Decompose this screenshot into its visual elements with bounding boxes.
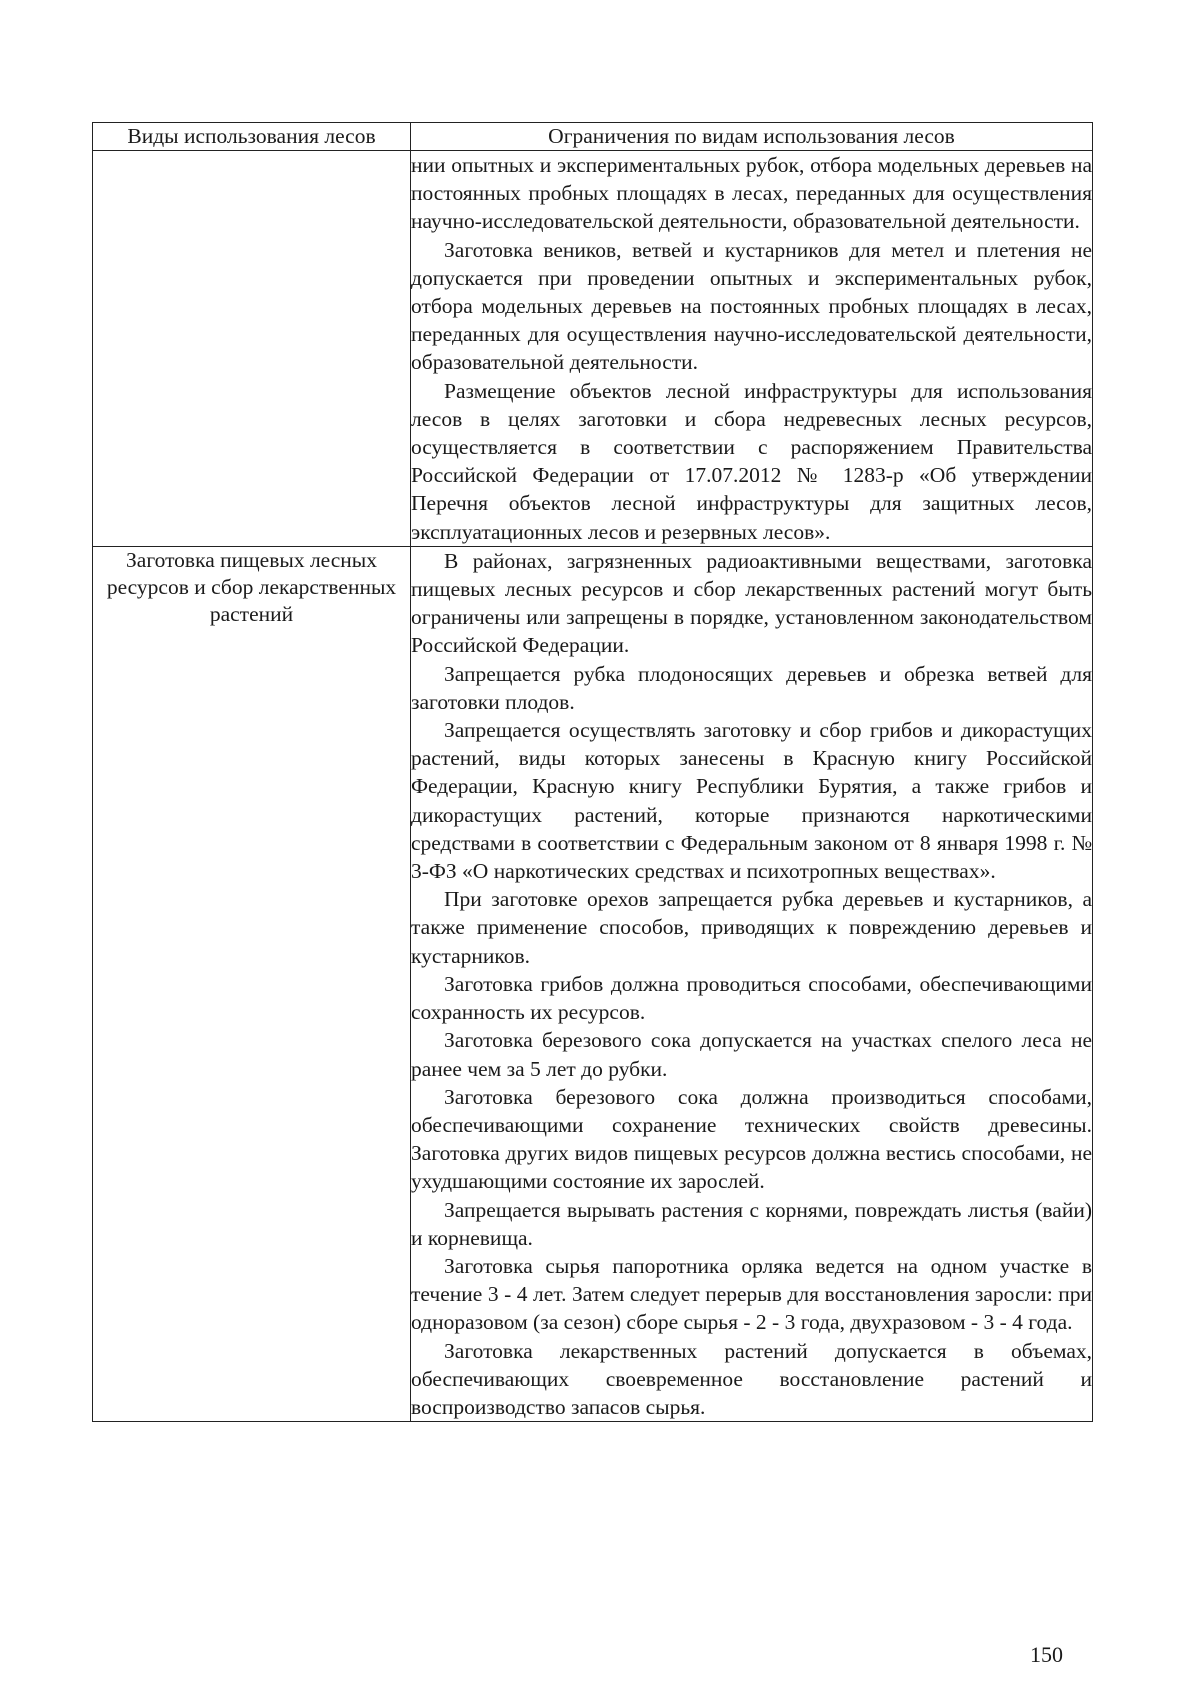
restriction-paragraph: Заготовка грибов должна проводиться способами, обеспечивающими сохранность их ресурсов. (411, 971, 1092, 1025)
restriction-paragraph: Заготовка березового сока допускается на участках спелого леса не ранее чем за 5 лет до рубки. (411, 1028, 1092, 1081)
restrictions-cell (411, 151, 1093, 547)
forest-use-type-cell (93, 151, 411, 547)
restriction-paragraph: Заготовка лекарственных растений допускается в объемах, обеспечивающих своевременное восстановление растений и воспроизводство запасов сырья. (411, 1338, 1092, 1419)
restriction-paragraph: Заготовка сырья папоротника орляка ведется на одном участке в течение 3 - 4 лет. Затем следует перерыв для восстановления заросли: при одноразовом (за сезон) сборе сырья - 2 - 3 года, двухразовом - 3 - 4 года. (411, 1253, 1092, 1335)
restriction-paragraph: Заготовка веников, ветвей и кустарников для метел и плетения не допускается при проведении опытных и экспериментальных рубок, отбора модельных деревьев на постоянных пробных площадях в лесах, переданных для осуществления научно-исследовательской деятельности, образовательной деятельности. (411, 237, 1092, 375)
page-number: 150 (1030, 1642, 1063, 1667)
restriction-paragraph: Размещение объектов лесной инфраструктуры для использования лесов в целях заготовки и сбора недревесных лесных ресурсов, осуществляется в соответствии с распоряжением Правительства Российской Федерации от 17.07.2012 № 1283-р «Об утверждении Перечня объектов лесной инфраструктуры для защитных лесов, эксплуатационных лесов и резервных лесов». (411, 378, 1092, 544)
forest-use-type-cell: Заготовка пищевых лесных ресурсов и сбор лекарственных растений (93, 546, 411, 1421)
forest-use-restrictions-table (92, 122, 1093, 1422)
restriction-paragraph: Запрещается рубка плодоносящих деревьев и обрезка ветвей для заготовки плодов. (411, 661, 1092, 714)
restriction-paragraph: нии опытных и экспериментальных рубок, отбора модельных деревьев на постоянных пробных площадях в лесах, переданных для осуществления научно-исследовательской деятельности, образовательной деятельности. (411, 153, 1092, 234)
table-row (93, 546, 1093, 1421)
restriction-paragraph: В районах, загрязненных радиоактивными веществами, заготовка пищевых лесных ресурсов и сбор лекарственных растений могут быть ограничены или запрещены в порядке, установленном законодательством Российской Федерации. (411, 548, 1092, 658)
table-row (93, 151, 1093, 547)
restriction-paragraph: Запрещается вырывать растения с корнями, повреждать листья (вайи) и корневища. (411, 1197, 1092, 1250)
table-header-row (93, 123, 1093, 151)
restriction-paragraph: Заготовка березового сока должна производиться способами, обеспечивающими сохранение технических свойств древесины. Заготовка других видов пищевых ресурсов должна вестись способами, не ухудшающими состояние их зарослей. (411, 1084, 1092, 1194)
header-forest-use-types: Виды использования лесов (93, 123, 411, 151)
restriction-paragraph: При заготовке орехов запрещается рубка деревьев и кустарников, а также применение способов, приводящих к повреждению деревьев и кустарников. (411, 887, 1092, 968)
restrictions-cell (411, 546, 1093, 1421)
header-restrictions: Ограничения по видам использования лесов (411, 123, 1093, 151)
restriction-paragraph: Запрещается осуществлять заготовку и сбор грибов и дикорастущих растений, виды которых занесены в Красную книгу Российской Федерации, Красную книгу Республики Бурятия, а также грибов и дикорастущих растений, которые признаются наркотическими средствами в соответствии с Федеральным законом от 8 января 1998 г. № 3-ФЗ «О наркотических средствах и психотропных веществах». (411, 718, 1092, 884)
